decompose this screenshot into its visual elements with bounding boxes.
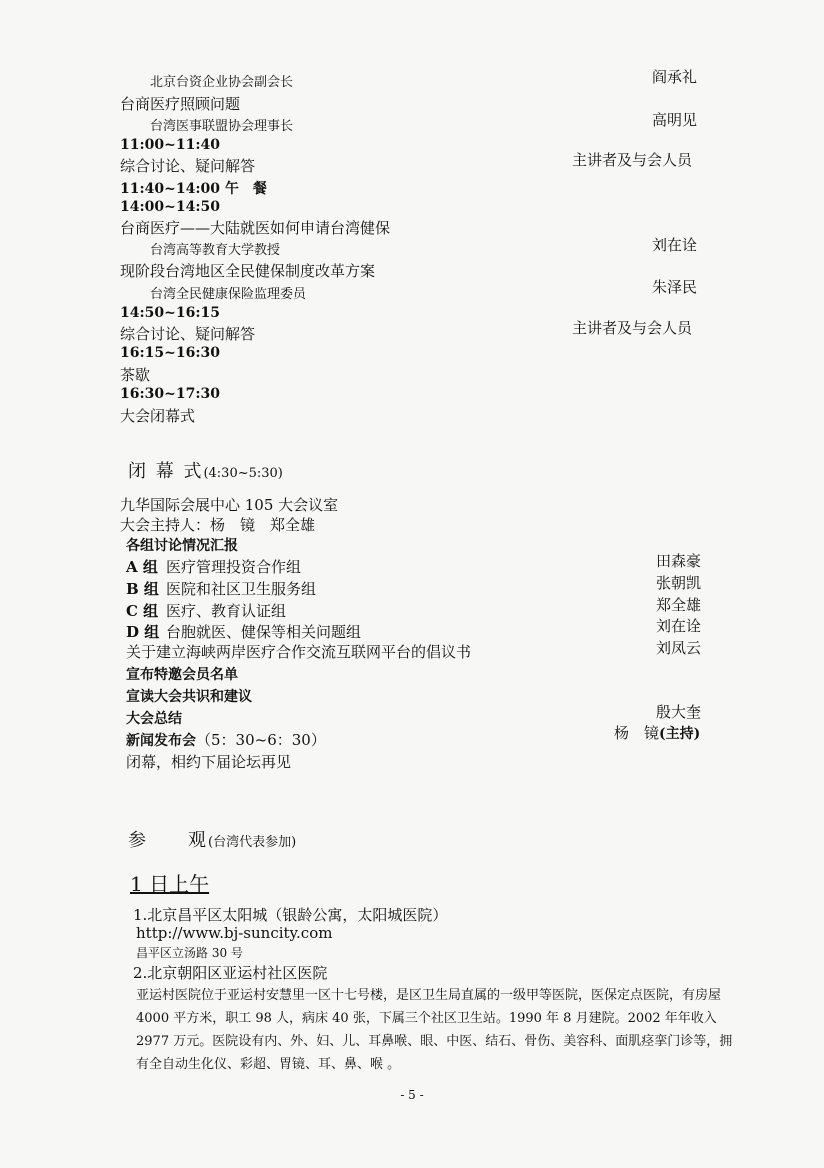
group-leader: 田森豪	[656, 552, 702, 570]
group-leader: 张朝凯	[656, 574, 702, 592]
topic-line: 台商医疗照顾问题	[120, 95, 241, 113]
group-topic: 医院和社区卫生服务组	[166, 580, 317, 598]
role-line: 北京台资企业协会副会长	[150, 75, 294, 90]
hosts: 大会主持人：杨 镜 郑全雄	[120, 516, 316, 534]
speaker-name: 主讲者及与会人员	[572, 319, 693, 337]
time-slot: 14:00~14:50	[120, 199, 220, 215]
agenda-item: 综合讨论、疑问解答	[120, 325, 256, 343]
speaker-name: 阎承礼	[652, 68, 698, 86]
visit-note: (台湾代表参加)	[208, 835, 297, 850]
group-row	[126, 556, 301, 577]
press-host-role: (主持)	[659, 726, 701, 742]
group-leader: 郑全雄	[656, 596, 702, 614]
speaker-name: 刘在诠	[652, 236, 698, 254]
role-line: 台湾医事联盟协会理事长	[150, 119, 294, 134]
press-host	[614, 722, 700, 743]
agenda-item: 综合讨论、疑问解答	[120, 157, 256, 175]
visit-heading: 参 观	[128, 830, 208, 851]
visit-item: 1.北京昌平区太阳城（银龄公寓，太阳城医院）	[133, 906, 448, 924]
report-heading: 各组讨论情况汇报	[126, 538, 238, 554]
summary-item: 大会总结	[126, 711, 182, 727]
visit-title	[128, 826, 296, 852]
speaker-name: 朱泽民	[652, 278, 698, 296]
farewell: 闭幕，相约下届论坛再见	[126, 753, 292, 771]
closing-title	[128, 457, 283, 483]
group-id: C 组	[126, 602, 159, 620]
visit-url: http://www.bj-suncity.com	[136, 924, 333, 942]
agenda-item: 茶歇	[120, 366, 151, 384]
closing-time: (4:30~5:30)	[203, 466, 283, 481]
group-row	[126, 600, 286, 621]
topic-line: 台商医疗——大陆就医如何申请台湾健保	[120, 219, 391, 237]
group-id: D 组	[126, 623, 160, 641]
speaker-name: 高明见	[652, 111, 698, 129]
consensus-item: 宣读大会共识和建议	[126, 689, 252, 705]
closing-heading: 闭 幕 式	[128, 461, 204, 482]
visit-description: 亚运村医院位于亚运村安慧里一区十七号楼，是区卫生局直属的一级甲等医院，医保定点医院，有房屋 4000 平方米，职工 98 人，病床 40 张，下属三个社区卫生站。1990 年 8 月建院。2002 年年收入 2977 万元。医院设有内、外、妇、儿、耳鼻喉、眼、中医、结石、骨伤、美容科、面肌痉挛门诊等，拥有全自动生化仪、彩超、胃镜、耳、鼻、喉 。	[136, 988, 733, 1072]
group-topic: 医疗、教育认证组	[166, 602, 287, 620]
time-slot: 16:15~16:30	[120, 345, 220, 361]
group-row	[126, 578, 316, 599]
visit-day: 1 日上午	[130, 872, 210, 896]
page-number: - 5 -	[400, 1088, 424, 1102]
press-host-name: 杨 镜	[614, 724, 660, 742]
group-id: A 组	[126, 558, 158, 576]
summary-speaker: 殷大奎	[656, 703, 702, 721]
venue: 九华国际会展中心 105 大会议室	[120, 496, 339, 514]
members-item: 宣布特邀会员名单	[126, 667, 238, 683]
time-slot: 14:50~16:15	[120, 305, 220, 321]
group-topic: 医疗管理投资合作组	[166, 558, 302, 576]
press-time: （5：30~6：30）	[196, 731, 326, 749]
topic-line: 现阶段台湾地区全民健保制度改革方案	[120, 262, 376, 280]
time-slot: 16:30~17:30	[120, 386, 220, 402]
speaker-name: 主讲者及与会人员	[572, 151, 693, 169]
proposal: 关于建立海峡两岸医疗合作交流互联网平台的倡议书	[126, 643, 472, 661]
group-leader: 刘在诠	[656, 617, 702, 635]
role-line: 台湾全民健康保险监理委员	[150, 287, 307, 302]
press-label: 新闻发布会	[126, 733, 196, 749]
group-topic: 台胞就医、健保等相关问题组	[166, 623, 362, 641]
lunch-slot: 11:40~14:00 午 餐	[120, 181, 267, 197]
visit-address: 昌平区立汤路 30 号	[136, 946, 243, 960]
press-conference	[126, 729, 326, 750]
visit-item: 2.北京朝阳区亚运村社区医院	[133, 964, 328, 982]
agenda-item: 大会闭幕式	[120, 407, 196, 425]
role-line: 台湾高等教育大学教授	[150, 243, 281, 258]
time-slot: 11:00~11:40	[120, 137, 220, 153]
group-row	[126, 621, 361, 642]
proposal-presenter: 刘凤云	[656, 639, 702, 657]
group-id: B 组	[126, 580, 159, 598]
